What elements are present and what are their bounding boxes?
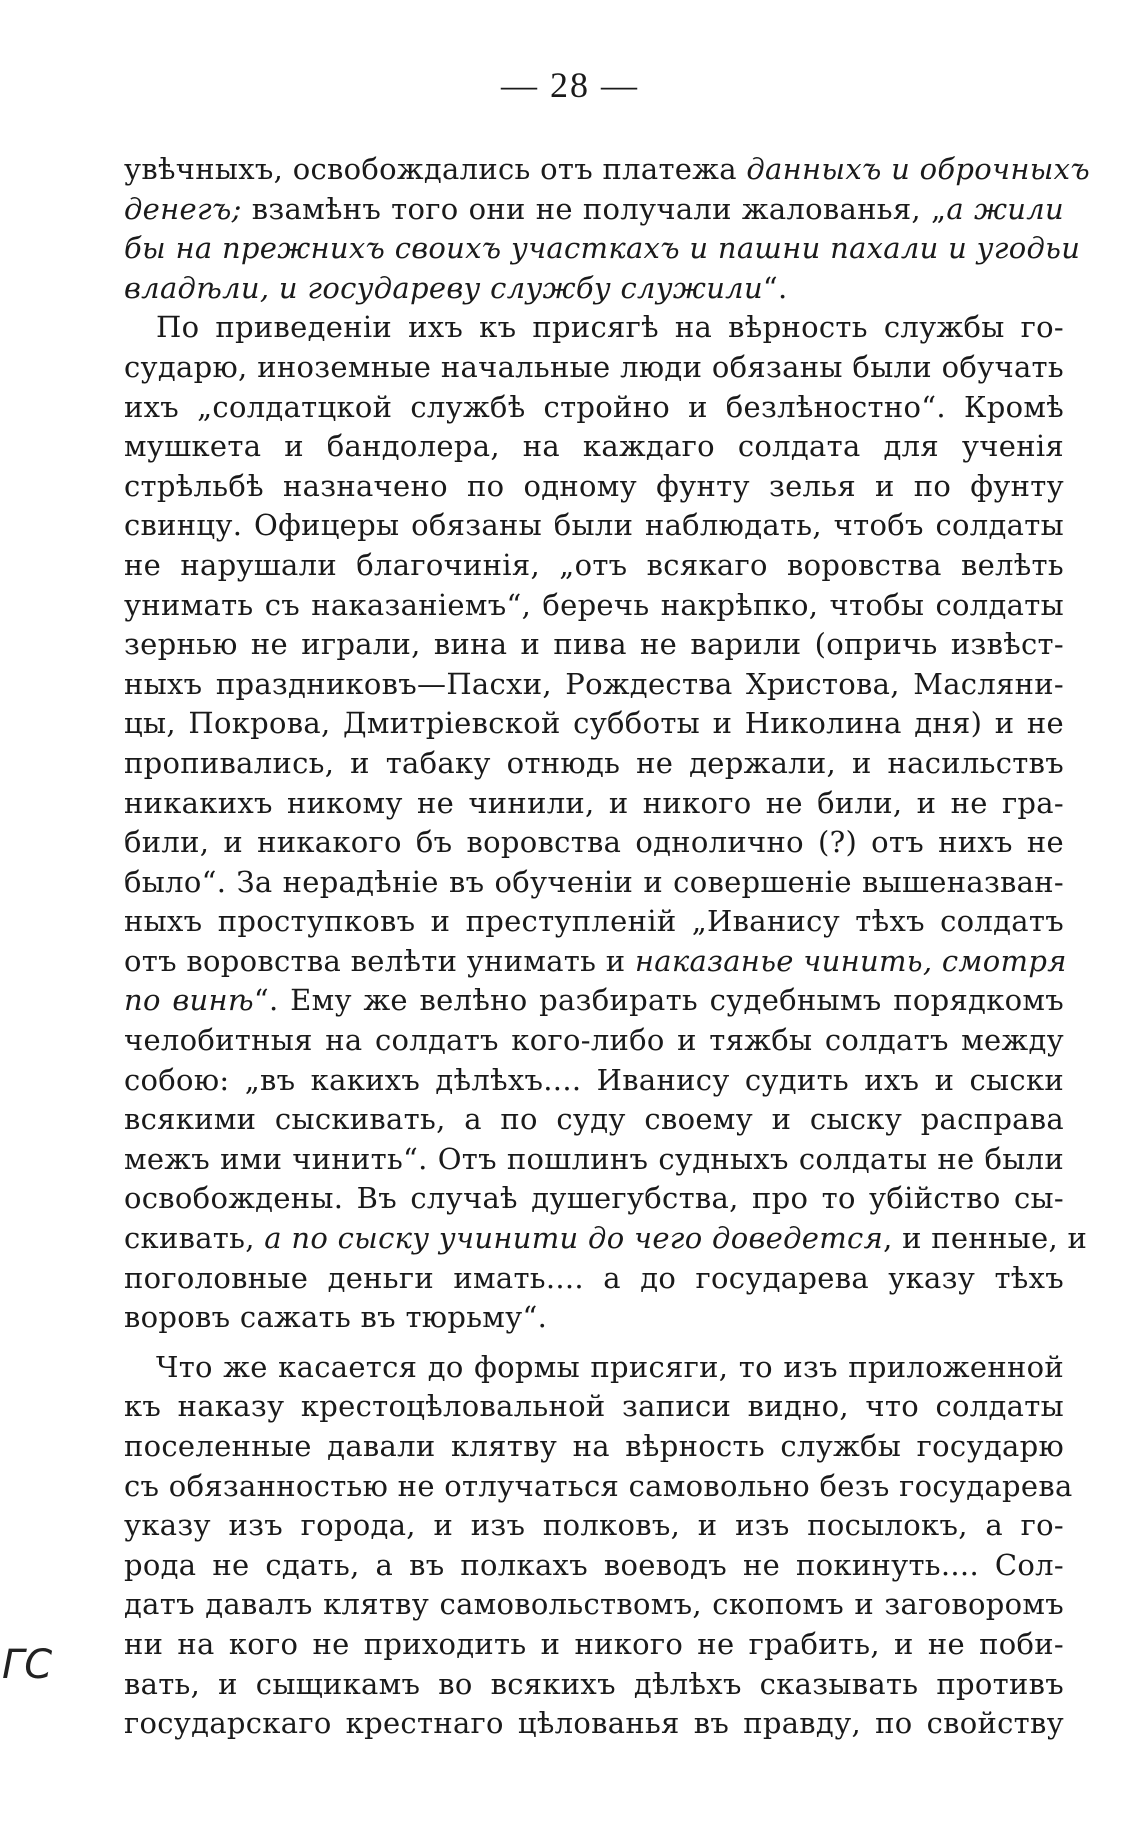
text-line: денегъ; взамѣнъ того они не получали жалованья, „а жили [124,191,1064,226]
text-line: указу изъ города, и изъ полковъ, и изъ посылокъ, а го- [124,1508,1064,1543]
text-line: межъ ими чинить“. Отъ пошлинъ судныхъ солдаты не были [124,1141,1064,1176]
text-line: отъ воровства велѣти унимать и наказанье чинить, смотря [124,943,1067,978]
paragraph-1 [124,150,1090,308]
paragraph-2 [124,308,1088,1337]
text-line: Что же касается до формы присяги, то изъ приложенной [156,1349,1064,1384]
text-line: датъ давалъ клятву самовольствомъ, скопомъ и заговоромъ [124,1587,1064,1622]
paragraph-3 [124,1348,1073,1744]
text-line: поголовные деньги имать.... а до государева указу тѣхъ [124,1260,1064,1295]
text-line: цы, Покрова, Дмитріевской субботы и Николина дня) и не [124,706,1064,741]
text-line: ни на кого не приходить и никого не грабить, и не поби- [124,1626,1064,1661]
text-line: ихъ „солдатцкой службѣ стройно и безлѣностно“. Кромѣ [124,389,1064,424]
text-line: челобитныя на солдатъ кого-либо и тяжбы солдатъ между [124,1023,1064,1058]
handwritten-margin-note: ГС [2,1642,53,1688]
text-line: всякими сыскивать, а по суду своему и сыску расправа [124,1102,1064,1137]
text-line: собою: „въ какихъ дѣлѣхъ.... Иванису судить ихъ и сыски [124,1062,1064,1097]
text-line: было“. За нерадѣніе въ обученіи и совершеніе вышеназван- [124,864,1064,899]
text-line: ныхъ проступковъ и преступленій „Иванису тѣхъ солдатъ [124,904,1064,939]
text-line: поселенные давали клятву на вѣрность службы государю [124,1429,1064,1463]
text-line: мушкета и бандолера, на каждаго солдата для ученія [124,429,1064,464]
text-line: никакихъ никому не чинили, и никого не били, и не гра- [124,785,1064,820]
text-line: освобождены. Въ случаѣ душегубства, про то убійство сы- [124,1181,1064,1216]
page-number: — 28 — [501,65,639,105]
text-line: по винѣ“. Ему же велѣно разбирать судебнымъ порядкомъ [124,983,1064,1018]
text-line: сударю, иноземные начальные люди обязаны были обучать [124,349,1064,384]
text-line: бы на прежнихъ своихъ участкахъ и пашни пахали и угодьи [124,231,1081,266]
page-text [124,150,1090,1744]
text-line: воровъ сажать въ тюрьму“. [124,1300,548,1335]
text-line: пропивались, и табаку отнюдь не держали, и насильствъ [124,745,1064,780]
text-line: свинцу. Офицеры обязаны были наблюдать, чтобъ солдаты [124,508,1064,543]
text-line: къ наказу крестоцѣловальной записи видно, что солдаты [124,1389,1064,1424]
text-line: ныхъ праздниковъ—Пасхи, Рождества Христова, Масляни- [124,666,1064,701]
text-line: рода не сдать, а въ полкахъ воеводъ не покинуть.... Сол- [124,1547,1064,1582]
text-line: По приведеніи ихъ къ присягѣ на вѣрность службы го- [156,310,1064,345]
text-line: съ обязанностью не отлучаться самовольно безъ государева [124,1468,1073,1503]
text-line: зернью не играли, вина и пива не варили (опричь извѣст- [124,627,1064,662]
text-line: скивать, а по сыску учинити до чего доведется, и пенные, и [124,1221,1088,1256]
text-line: били, и никакого бъ воровства однолично (?) отъ нихъ не [124,825,1064,860]
text-line: стрѣльбѣ назначено по одному фунту зелья и по фунту [124,468,1064,503]
text-line: вать, и сыщикамъ во всякихъ дѣлѣхъ сказывать противъ [124,1666,1064,1701]
text-line: увѣчныхъ, освобождались отъ платежа данныхъ и оброчныхъ [124,152,1090,186]
text-line: государскаго крестнаго цѣлованья въ правду, по свойству [124,1706,1064,1741]
text-line: владѣли, и государеву службу служили“. [124,270,788,305]
text-line: унимать съ наказаніемъ“, беречь накрѣпко, чтобы солдаты [124,587,1064,622]
text-line: не нарушали благочинія, „отъ всякаго воровства велѣть [124,547,1064,582]
